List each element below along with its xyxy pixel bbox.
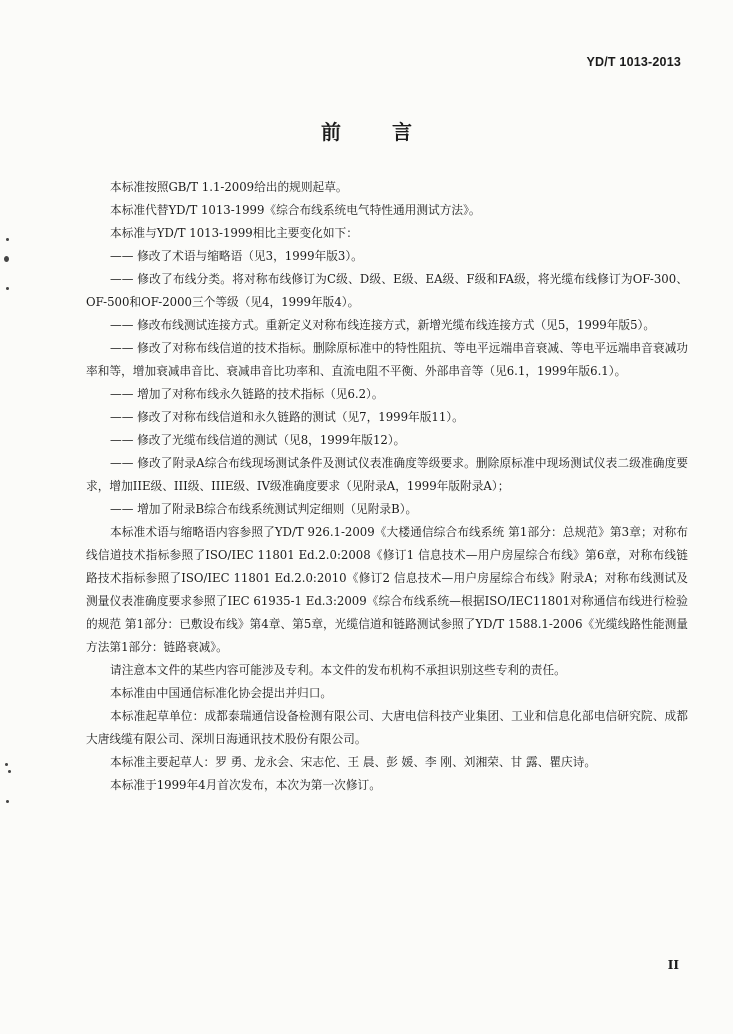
- paragraph: 请注意本文件的某些内容可能涉及专利。本文件的发布机构不承担识别这些专利的责任。: [110, 663, 566, 677]
- paragraph: 本标准术语与缩略语内容参照了YD/T 926.1-2009《大楼通信综合布线系统 第1部分：总规范》第3章；对称布线信道技术指标参照了ISO/IEC 11801 Ed.2.0:2008《修订1 信息技术—用户房屋综合布线》第6章，对称布线链路技术指标参照了ISO/IEC 11801 Ed.2.0:2010《修订2 信息技术—用户房屋综合布线》附录A；对称布线测试及测量仪表准确度要求参照了IEC 61935-1 Ed.3:2009《综合布线系统—根据ISO/IEC11801对称通信布线进行检验的规范 第1部分：已敷设布线》第4章、第5章，光缆信道和链路测试参照了YD/T 1588.1-2006《光缆线路性能测量方法第1部分：链路衰减》。: [86, 525, 688, 654]
- scan-mark: [6, 238, 9, 241]
- change-item: —— 修改了术语与缩略语（见3，1999年版3）。: [110, 249, 363, 263]
- paragraph: 本标准按照GB/T 1.1-2009给出的规则起草。: [110, 180, 348, 194]
- scan-mark: [6, 800, 9, 803]
- change-item: —— 修改了对称布线信道和永久链路的测试（见7，1999年版11）。: [110, 410, 464, 424]
- paragraph: 本标准与YD/T 1013-1999相比主要变化如下：: [110, 226, 358, 240]
- change-item: —— 修改了光缆布线信道的测试（见8，1999年版12）。: [110, 433, 406, 447]
- paragraph: 本标准主要起草人：罗 勇、龙永会、宋志佗、王 晨、彭 媛、李 刚、刘湘荣、甘 露、瞿庆诗。: [110, 755, 597, 769]
- change-item: —— 增加了对称布线永久链路的技术指标（见6.2）。: [110, 387, 384, 401]
- change-item: —— 修改了附录A综合布线现场测试条件及测试仪表准确度等级要求。删除原标准中现场测试仪表二级准确度要求，增加IIE级、III级、IIIE级、IV级准确度要求（见附录A，1999年版附录A）；: [86, 456, 688, 493]
- paragraph: 本标准由中国通信标准化协会提出并归口。: [110, 686, 333, 700]
- change-item: —— 增加了附录B综合布线系统测试判定细则（见附录B）。: [110, 502, 418, 516]
- paragraph: 本标准起草单位：成都泰瑞通信设备检测有限公司、大唐电信科技产业集团、工业和信息化部电信研究院、成都大唐线缆有限公司、深圳日海通讯技术股份有限公司。: [86, 709, 688, 746]
- scan-mark: [6, 287, 9, 290]
- scan-mark: [4, 256, 9, 262]
- change-item: —— 修改了布线分类。将对称布线修订为C级、D级、E级、EA级、F级和FA级，将光缆布线修订为OF-300、OF-500和OF-2000三个等级（见4，1999年版4）。: [86, 272, 688, 309]
- page-number: II: [667, 958, 679, 972]
- page-title: 前 言: [321, 120, 434, 144]
- paragraph: 本标准于1999年4月首次发布，本次为第一次修订。: [110, 778, 381, 792]
- paragraph: 本标准代替YD/T 1013-1999《综合布线系统电气特性通用测试方法》。: [110, 203, 481, 217]
- foreword-body: [86, 176, 688, 797]
- document-code: YD/T 1013-2013: [586, 55, 681, 69]
- scan-mark: [5, 763, 8, 766]
- change-item: —— 修改了对称布线信道的技术指标。删除原标准中的特性阻抗、等电平远端串音衰减、等电平远端串音衰减功率和等，增加衰减串音比、衰减串音比功率和、直流电阻不平衡、外部串音等（见6.1，1999年版6.1）。: [86, 341, 688, 378]
- scan-mark: [8, 770, 11, 773]
- change-item: —— 修改布线测试连接方式。重新定义对称布线连接方式，新增光缆布线连接方式（见5，1999年版5）。: [110, 318, 656, 332]
